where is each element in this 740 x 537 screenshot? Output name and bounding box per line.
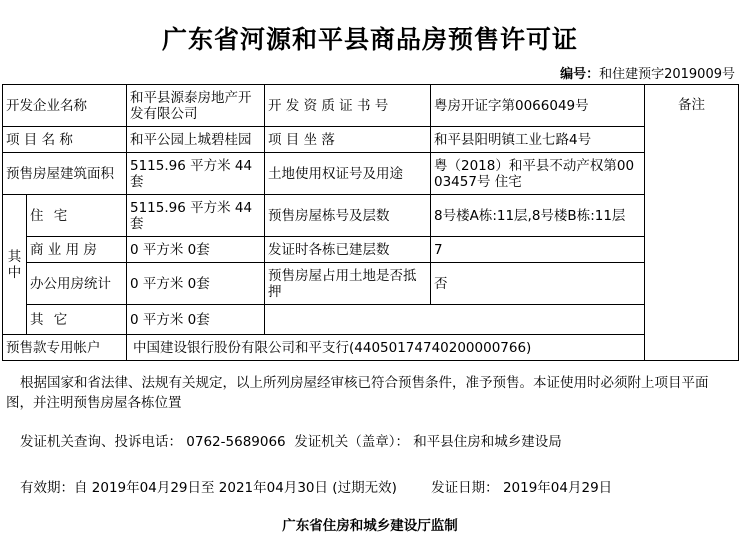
presale-area-label: 预售房屋建筑面积 [3,153,127,195]
table-row [3,305,739,335]
document-number-label: 编号： [560,67,600,82]
project-name-value: 和平公园上城碧桂园 [127,127,265,153]
document-number-value: 和住建预字2019009号 [599,67,735,82]
supervision-footer: 广东省住房和城乡建设厅监制 [282,518,458,534]
land-cert-value: 粤（2018）和平县不动产权第0003457号 住宅 [431,153,645,195]
table-row [3,237,739,263]
qualification-label: 开 发 资 质 证 书 号 [265,85,431,127]
commercial-value: 0 平方米 0套 [127,237,265,263]
project-location-value: 和平县阳明镇工业七路4号 [431,127,645,153]
table-row [3,263,739,305]
remarks-label: 备注 [645,85,739,361]
validity-line: 有效期：自 2019年04月29日至 2021年04月30日 (过期无效) 发证日期： 2019年04月29日 [20,480,613,496]
approval-paragraph: 根据国家和省法律、法规有关规定，以上所列房屋经审核已符合预售条件，准予预售。本证使用时必须附上项目平面图，并注明预售房屋各栋位置 [6,375,709,411]
contact-line: 发证机关查询、投诉电话： 0762-5689066 发证机关（盖章）： 和平县住房和城乡建设局 [20,434,562,450]
developer-label: 开发企业名称 [3,85,127,127]
project-location-label: 项 目 坐 落 [265,127,431,153]
developer-value: 和平县源泰房地产开发有限公司 [127,85,265,127]
mortgage-value: 否 [431,263,645,305]
qualification-value: 粤房开证字第0066049号 [431,85,645,127]
table-row [3,153,739,195]
residential-label: 住 宅 [27,195,127,237]
built-floors-value: 7 [431,237,645,263]
project-name-label: 项 目 名 称 [3,127,127,153]
residential-value: 5115.96 平方米 44 套 [127,195,265,237]
other-label: 其 它 [27,305,127,335]
other-value: 0 平方米 0套 [127,305,265,335]
among-label: 其 中 [3,195,27,335]
document-number [560,63,735,82]
table-row [3,85,739,127]
table-row [3,335,739,361]
buildings-label: 预售房屋栋号及层数 [265,195,431,237]
mortgage-label: 预售房屋占用土地是否抵押 [265,263,431,305]
buildings-value: 8号楼A栋:11层,8号楼B栋:11层 [431,195,645,237]
built-floors-label: 发证时各栋已建层数 [265,237,431,263]
account-label: 预售款专用帐户 [3,335,127,361]
table-row [3,127,739,153]
account-value: 中国建设银行股份有限公司和平支行(44050174740200000766) [127,335,645,361]
commercial-label: 商 业 用 房 [27,237,127,263]
office-label: 办公用房统计 [27,263,127,305]
presale-area-value: 5115.96 平方米 44 套 [127,153,265,195]
permit-title: 广东省河源和平县商品房预售许可证 [161,25,578,54]
permit-table [2,84,739,361]
land-cert-label: 土地使用权证号及用途 [265,153,431,195]
table-row [3,195,739,237]
empty-cell [265,305,645,335]
office-value: 0 平方米 0套 [127,263,265,305]
